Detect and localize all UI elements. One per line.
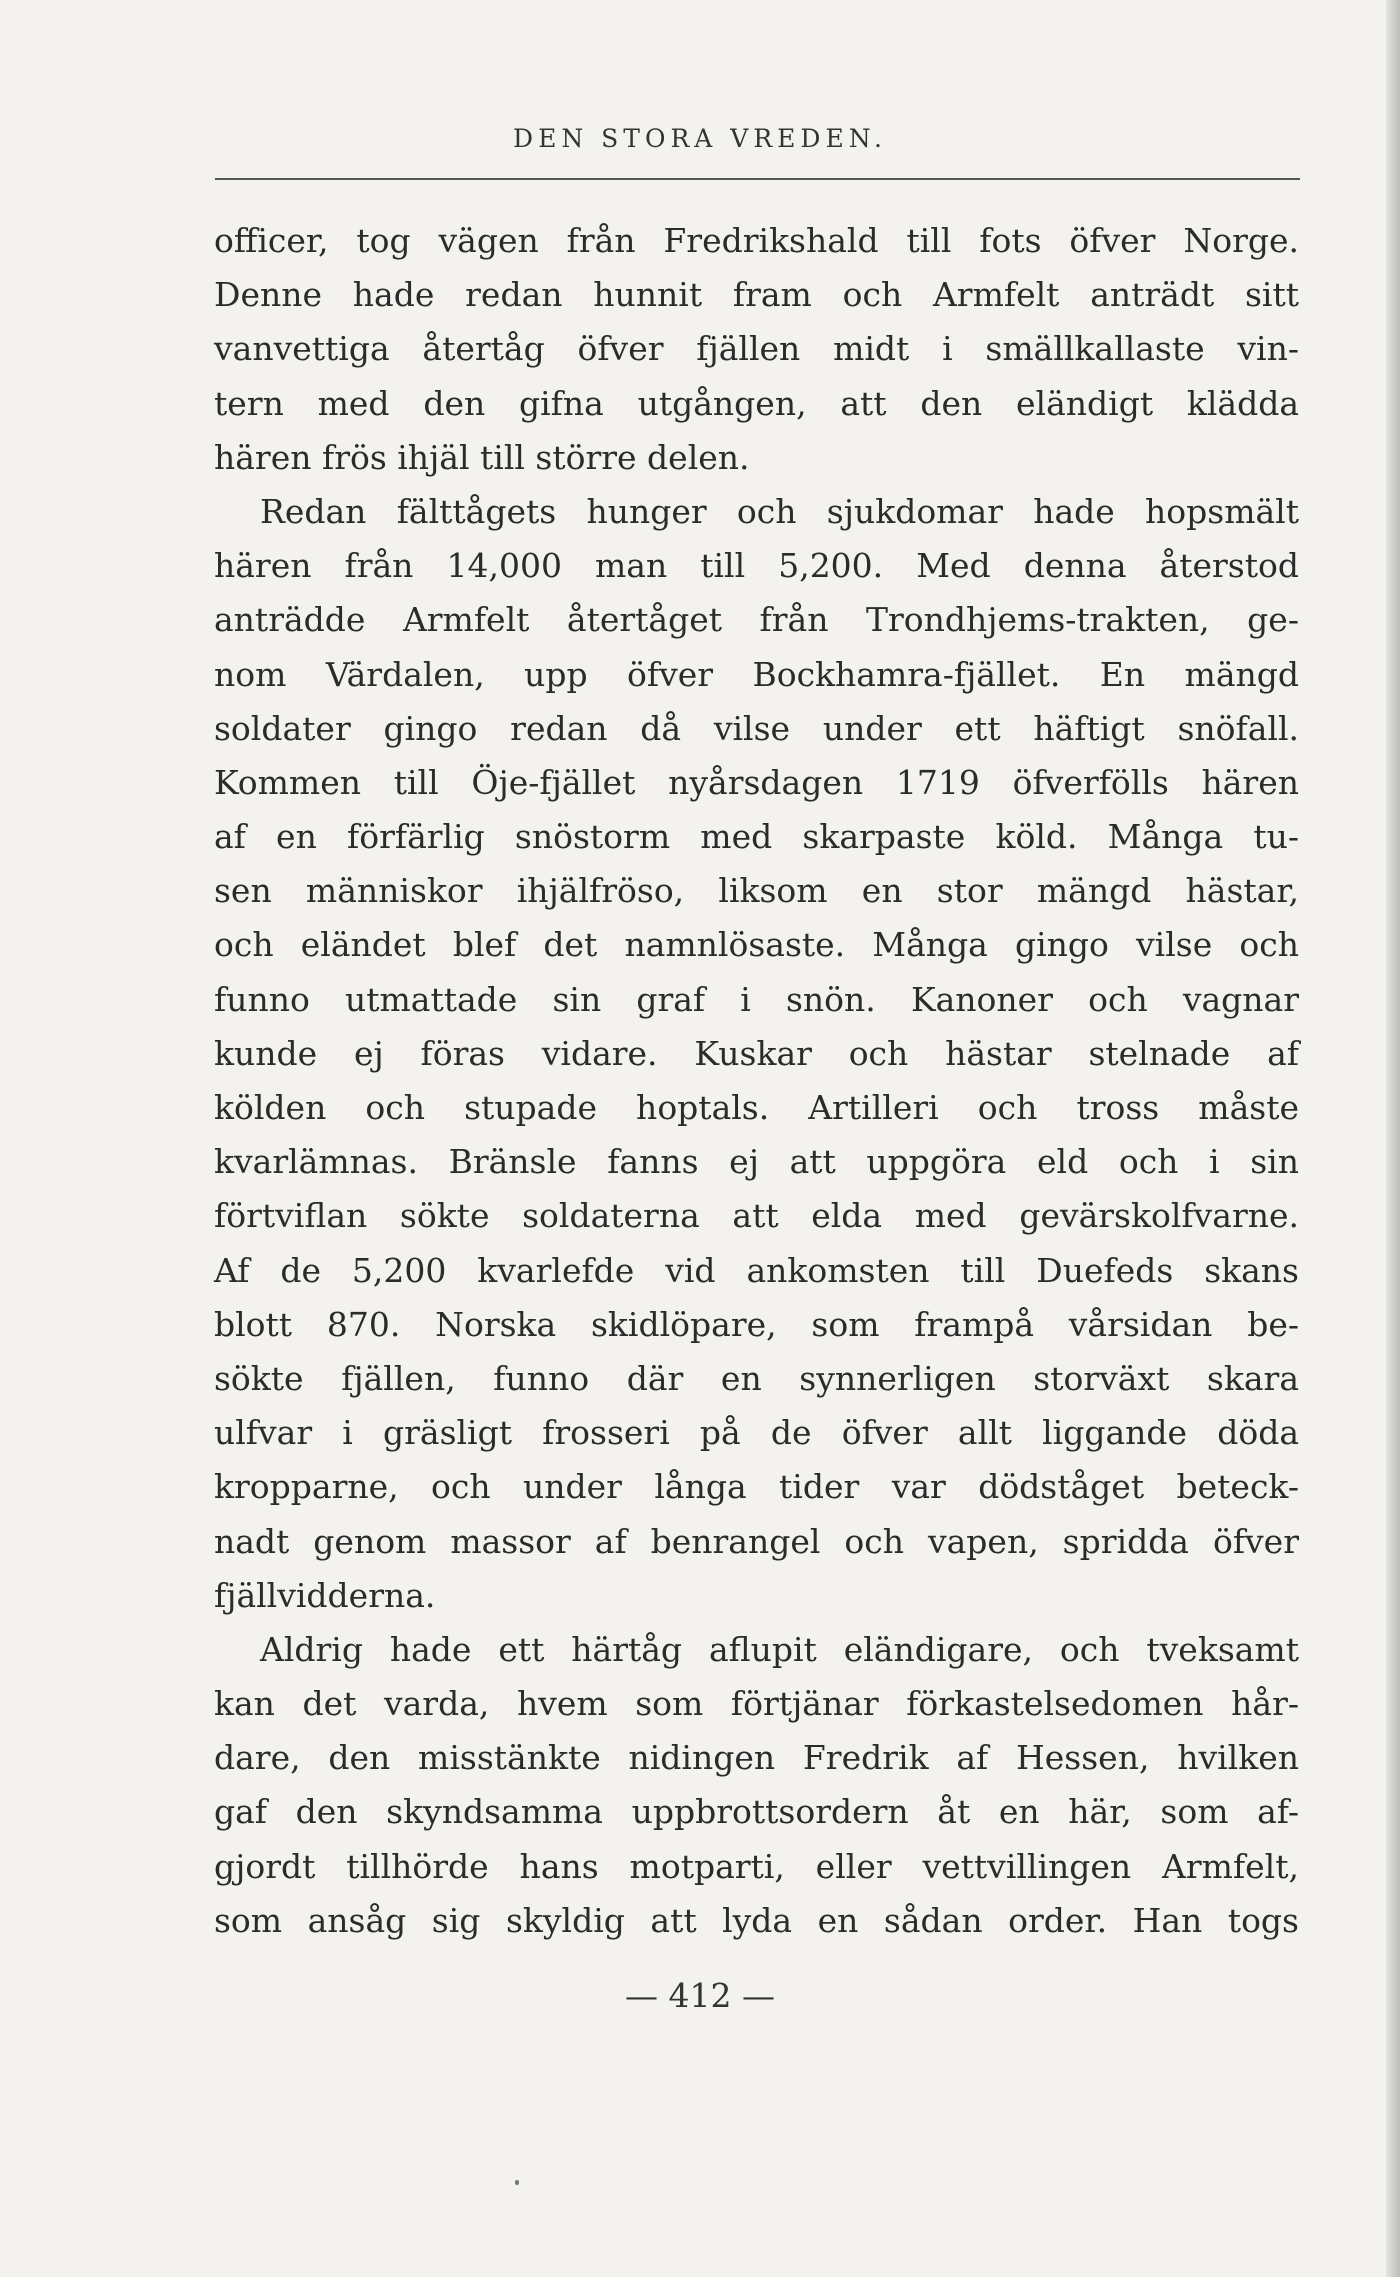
text-line: hären frös ihjäl till större delen.: [214, 437, 750, 477]
text-line: kan det varda, hvem som förtjänar förkastelsedomen hår-: [214, 1684, 1299, 1724]
text-line: blott 870. Norska skidlöpare, som frampå vårsidan be-: [214, 1304, 1299, 1344]
running-head: DEN STORA VREDEN.: [513, 124, 887, 153]
text-line: hären från 14,000 man till 5,200. Med denna återstod: [214, 546, 1299, 586]
text-line: sökte fjällen, funno där en synnerligen storväxt skara: [214, 1358, 1299, 1398]
header-rule: [215, 178, 1300, 180]
text-line: kölden och stupade hoptals. Artilleri och tross måste: [214, 1088, 1299, 1127]
page-edge: [1386, 0, 1400, 2277]
text-line: tern med den gifna utgången, att den eländigt klädda: [214, 383, 1299, 423]
text-line: funno utmattade sin graf i snön. Kanoner och vagnar: [214, 979, 1299, 1019]
text-line: kvarlämnas. Bränsle fanns ej att uppgöra eld och i sin: [214, 1142, 1299, 1182]
body-text: [214, 214, 1299, 1948]
text-line: kunde ej föras vidare. Kuskar och hästar stelnade af: [214, 1033, 1299, 1073]
text-line: anträdde Armfelt återtåget från Trondhjems-trakten, ge-: [214, 600, 1299, 640]
text-line: Denne hade redan hunnit fram och Armfelt anträdt sitt: [214, 275, 1299, 315]
text-line: officer, tog vägen från Fredrikshald till fots öfver Norge.: [214, 221, 1299, 260]
text-line: ulfvar i gräsligt frosseri på de öfver allt liggande döda: [214, 1413, 1299, 1453]
text-line: Af de 5,200 kvarlefde vid ankomsten till Duefeds skans: [214, 1250, 1299, 1290]
page-number: — 412 —: [625, 1976, 775, 2015]
text-line: nom Värdalen, upp öfver Bockhamra-fjället. En mängd: [214, 654, 1299, 694]
text-line: och eländet blef det namnlösaste. Många gingo vilse och: [214, 925, 1299, 965]
text-line: vanvettiga återtåg öfver fjällen midt i smällkallaste vin-: [214, 329, 1299, 369]
text-line: Redan fälttågets hunger och sjukdomar hade hopsmält: [260, 491, 1299, 531]
text-line: gjordt tillhörde hans motparti, eller vettvillingen Armfelt,: [214, 1846, 1299, 1886]
text-line: sen människor ihjälfröso, liksom en stor mängd hästar,: [214, 871, 1299, 911]
text-line: förtviflan sökte soldaterna att elda med gevärskolfvarne.: [214, 1196, 1299, 1236]
text-line: af en förfärlig snöstorm med skarpaste köld. Många tu-: [214, 817, 1299, 857]
ink-speck: [515, 2180, 519, 2185]
text-line: dare, den misstänkte nidingen Fredrik af Hessen, hvilken: [214, 1738, 1299, 1778]
text-line: fjällvidderna.: [214, 1575, 436, 1615]
text-line: Kommen till Öje-fjället nyårsdagen 1719 öfverfölls hären: [214, 762, 1299, 802]
text-line: Aldrig hade ett härtåg aflupit eländigare, och tveksamt: [260, 1629, 1299, 1669]
text-line: soldater gingo redan då vilse under ett häftigt snöfall.: [214, 708, 1299, 748]
text-line: gaf den skyndsamma uppbrottsordern åt en här, som af-: [214, 1792, 1299, 1832]
text-line: som ansåg sig skyldig att lyda en sådan order. Han togs: [214, 1900, 1299, 1940]
text-line: nadt genom massor af benrangel och vapen, spridda öfver: [214, 1521, 1299, 1561]
text-line: kropparne, och under långa tider var dödståget beteck-: [214, 1467, 1299, 1507]
